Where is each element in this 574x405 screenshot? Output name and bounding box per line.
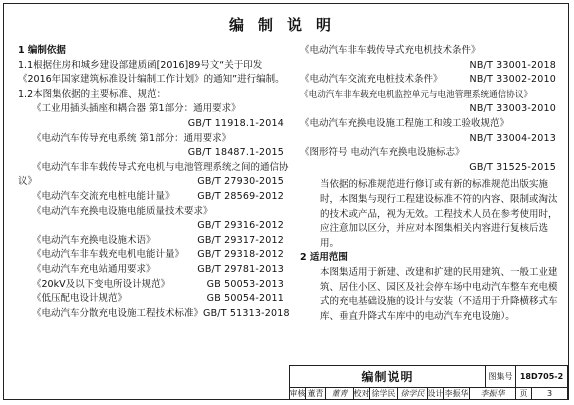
section-2-heading: 2 适用范围 xyxy=(300,252,348,264)
spec-name: 《电动汽车充电站通用要求》 xyxy=(32,263,156,275)
spec-code: GB/T 29317-2012 xyxy=(197,234,284,246)
spec-name: 《电动汽车充换电设施工程施工和竣工验收规范》 xyxy=(300,117,510,129)
spec-row xyxy=(18,248,286,263)
specs-intro: 1.2本图集依据的主要标准、规范： xyxy=(18,88,167,100)
spec-name: 《电动汽车交流充电桩技术条件》 xyxy=(300,74,443,86)
spec-name: 《电动汽车充换电设施电能质量技术要求》 xyxy=(32,205,213,217)
spec-row xyxy=(18,292,286,307)
spec-name: 《工业用插头插座和耦合器 第1部分：通用要求》 xyxy=(32,103,241,115)
page-number: 3 xyxy=(532,387,568,399)
spec-name: 《电动汽车非车载传导式充电机技术条件》 xyxy=(300,45,481,56)
page-title: 编制说明 xyxy=(228,16,345,34)
spec-row xyxy=(18,263,286,278)
spec-row xyxy=(18,307,290,322)
review-label: 审核 xyxy=(289,388,306,398)
spec-name: 《低压配电设计规范》 xyxy=(32,293,128,305)
basis-line-2: 《2016年国家建筑标准设计编制工作计划》的通知”进行编制。 xyxy=(18,74,285,86)
scope-text: 本图集适用于新建、改建和扩建的民用建筑、一般工业建筑、居住小区、园区及社会停车场中电动汽车整车充电模式的充电基础设施的设计与安装（不适用于升降横移式车库、垂直升降式车库中的电动汽车充电设施）。 xyxy=(320,266,558,322)
reviewer-name: 董青 xyxy=(306,387,326,399)
spec-code: GB/T 11918.1-2014 xyxy=(187,117,284,129)
spec-row xyxy=(18,234,286,249)
designer-signature: 李振华 xyxy=(470,387,516,399)
title-block xyxy=(289,365,568,399)
spec-row xyxy=(18,278,286,293)
spec-row xyxy=(300,73,558,88)
spec-name: 《电动汽车非车载传导式充电机与电池管理系统之间的通信协 xyxy=(32,161,289,173)
spec-code: GB 50053-2013 xyxy=(206,278,284,290)
right-column xyxy=(300,44,558,324)
spec-code: GB/T 29316-2012 xyxy=(197,220,284,232)
title-block-row-2 xyxy=(290,387,568,399)
designer-name: 李振华 xyxy=(444,388,469,398)
spec-name: 议》 xyxy=(18,176,38,188)
spec-code: GB/T 29318-2012 xyxy=(197,249,284,261)
spec-name: 《电动汽车充换电设施术语》 xyxy=(32,234,156,246)
revision-note: 当依据的标准规范进行修订或有新的标准规范出版实施时，本图集与现行工程建设标准不符的内容、限制或淘汰的技术或产品，视为无效。工程技术人员在参考使用时，应注意加以区分，并应对本图集相关内容进行复核后选用。 xyxy=(320,179,558,249)
atlas-number: 18D705-2 xyxy=(516,366,568,387)
design-label: 设计 xyxy=(427,388,444,398)
spec-code: GB 50054-2011 xyxy=(206,293,284,305)
check-label: 校对 xyxy=(353,388,370,398)
spec-name: 《电动汽车分散充电设施工程技术标准》 xyxy=(32,307,204,319)
spec-code: NB/T 33001-2018 xyxy=(469,59,556,71)
spec-name: 《电动汽车非车载充电机电能计量》 xyxy=(32,249,185,261)
spec-code: GB/T 51313-2018 xyxy=(203,307,290,319)
spec-code: NB/T 33002-2010 xyxy=(469,74,556,86)
atlas-label: 图集号 xyxy=(486,366,516,387)
spec-code: NB/T 33003-2010 xyxy=(469,103,556,115)
spec-code: GB/T 27930-2015 xyxy=(197,176,284,188)
spec-name: 《图形符号 电动汽车充换电设施标志》 xyxy=(300,147,465,159)
spec-name: 《20kV及以下变电所设计规范》 xyxy=(32,278,171,290)
sheet-title: 编制说明 xyxy=(290,366,486,387)
left-column xyxy=(18,44,290,321)
basis-line-1: 1.1根据住房和城乡建设部建质函[2016]89号文“关于印发 xyxy=(18,59,263,71)
spec-name: 《电动汽车交流充电桩电能计量》 xyxy=(32,190,175,202)
page-label: 页 xyxy=(516,387,532,399)
title-block-row-1 xyxy=(290,366,568,388)
checker-signature: 徐学民 xyxy=(398,387,428,399)
spec-row xyxy=(18,175,286,190)
spec-name: 《电动汽车传导充电系统 第1部分：通用要求》 xyxy=(32,132,232,144)
spec-name: 《电动汽车非车载充电机监控单元与电池管理系统通信协议》 xyxy=(300,89,533,100)
spec-code: GB/T 29781-2013 xyxy=(197,263,284,275)
spec-code: NB/T 33004-2013 xyxy=(469,132,556,144)
spec-row xyxy=(18,190,286,205)
spec-code: GB/T 31525-2015 xyxy=(469,161,556,173)
spec-code: GB/T 18487.1-2015 xyxy=(187,147,284,159)
reviewer-signature: 董青 xyxy=(326,387,354,399)
checker-name: 徐学民 xyxy=(370,387,398,399)
section-1-heading: 1 编制依据 xyxy=(18,45,66,56)
spec-code: GB/T 28569-2012 xyxy=(197,190,284,202)
